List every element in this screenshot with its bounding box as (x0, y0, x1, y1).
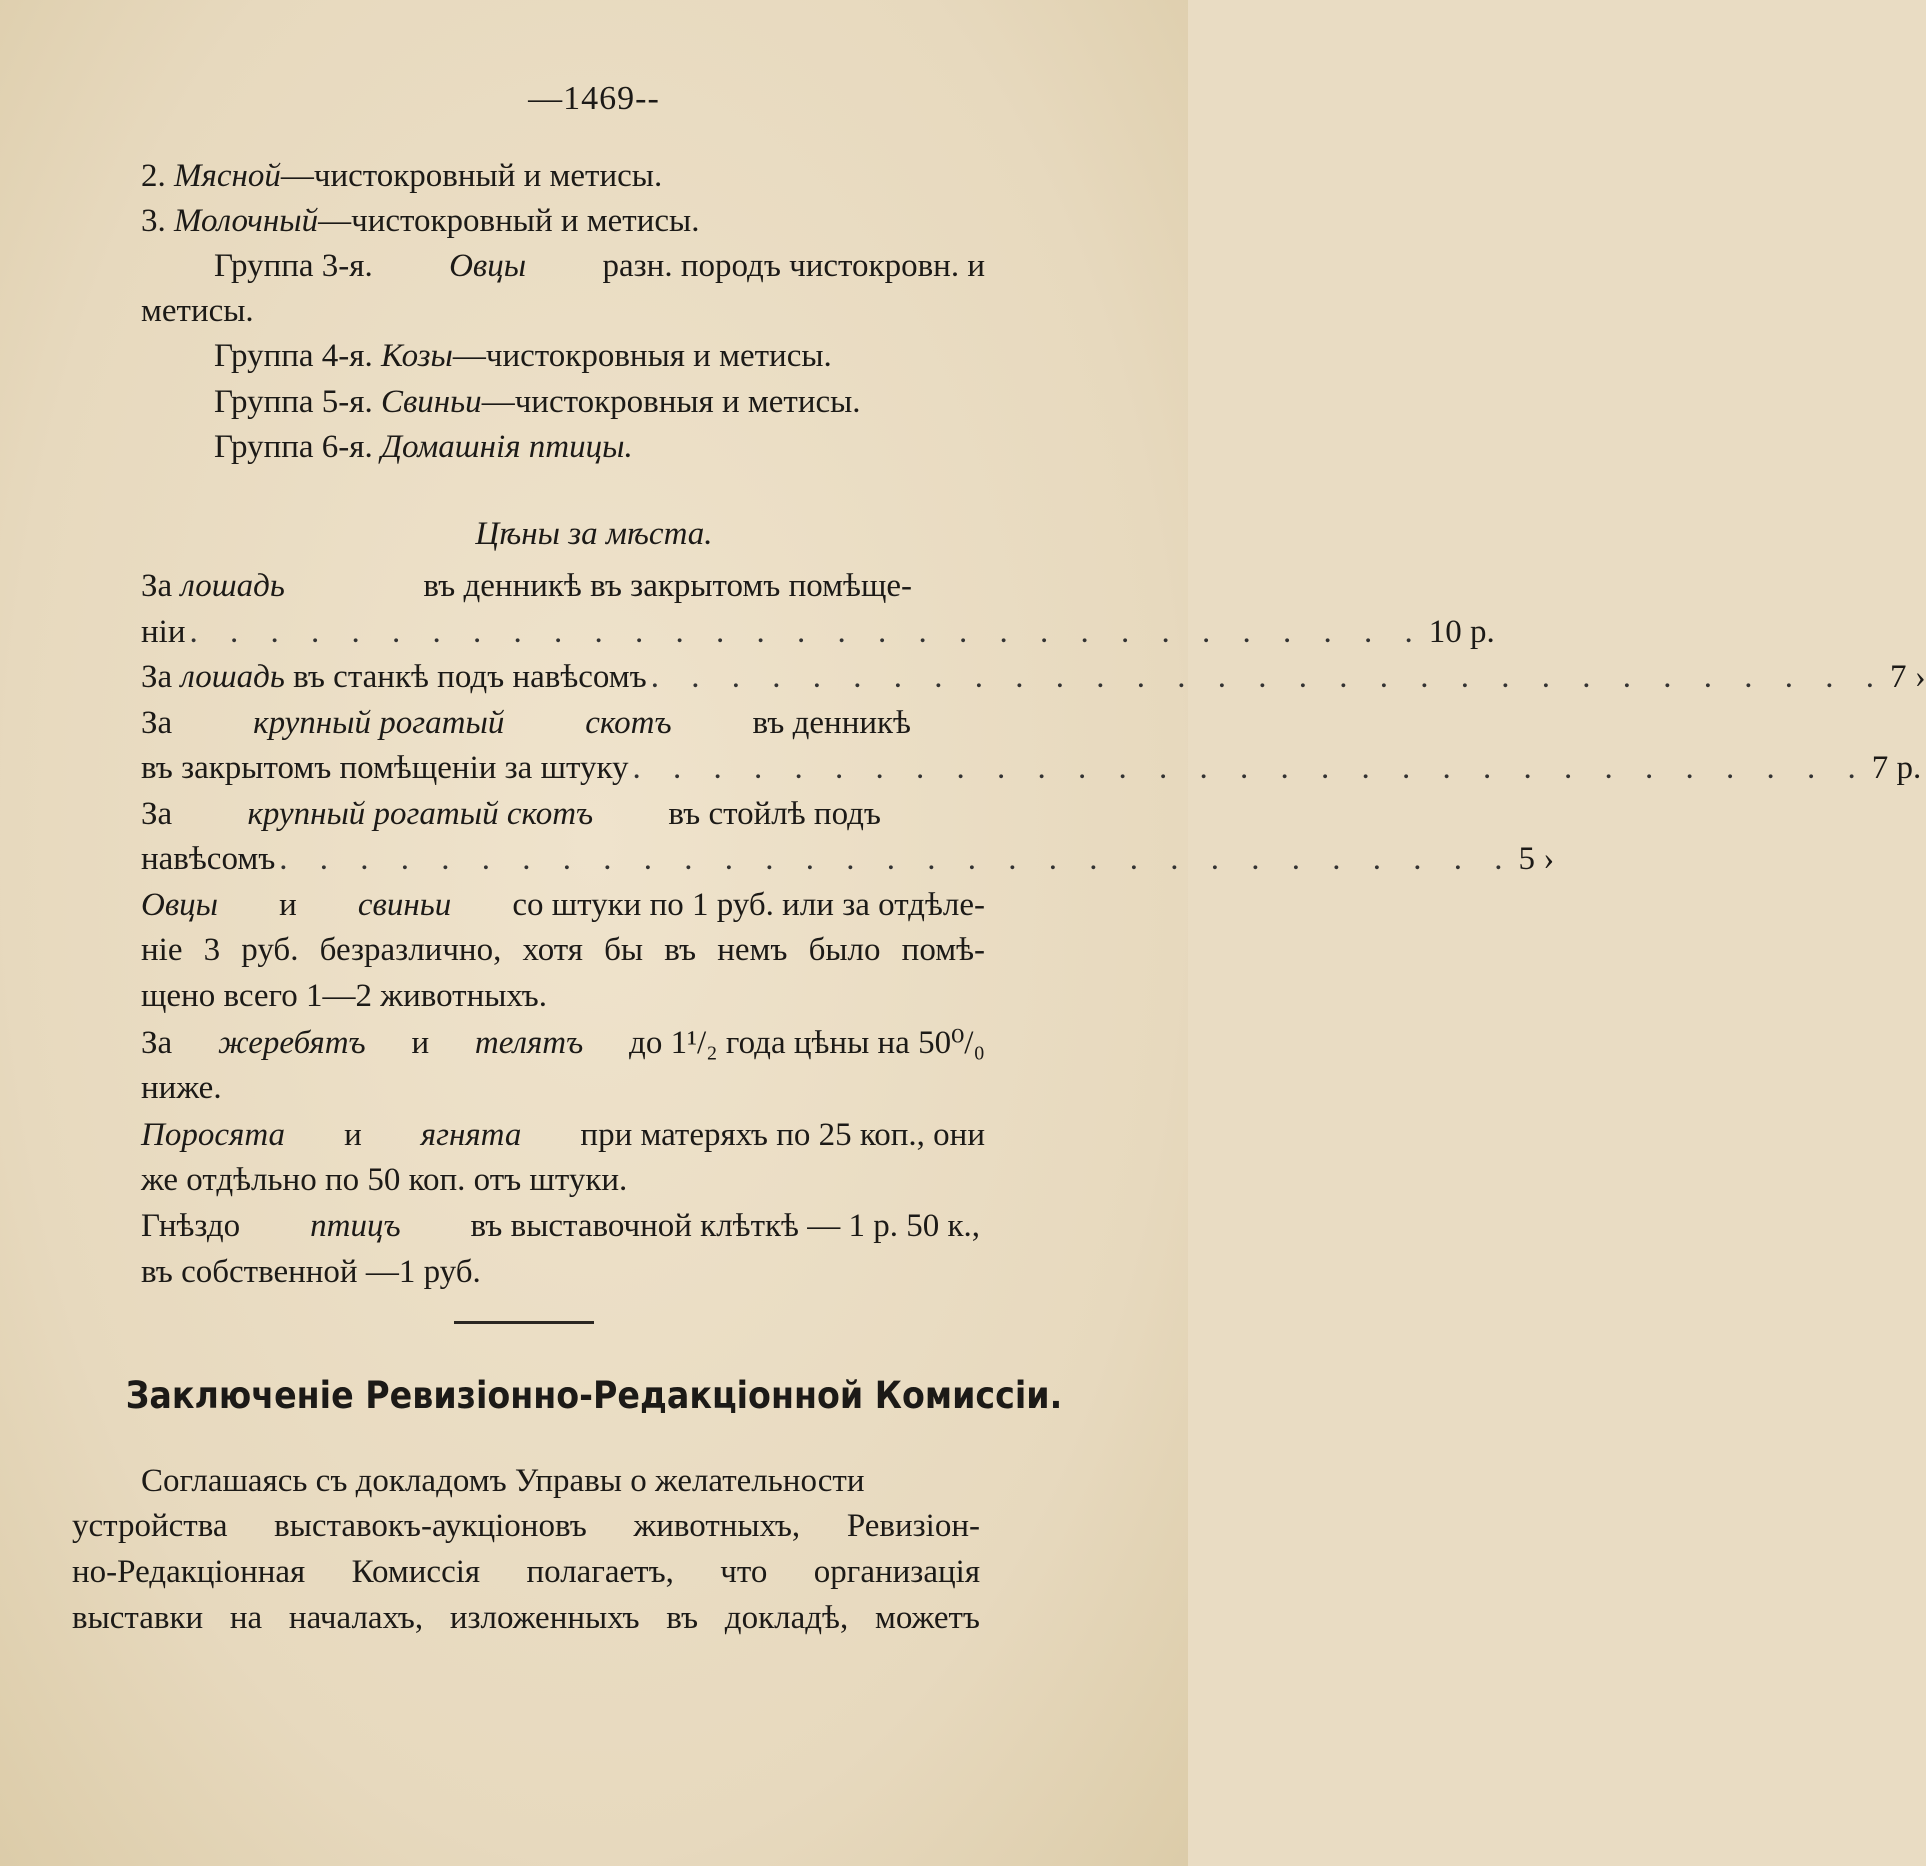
group-label: Козы (380, 338, 453, 374)
foals-calves-line-1: За жеребятъ и телятъ до 1¹/₂ года цѣны на 50⁰/₀ (141, 1025, 985, 1061)
item-label: Молочный (174, 203, 319, 239)
piglets-line-1: Поросята и ягнята при матеряхъ по 25 коп., они (141, 1117, 985, 1153)
price-value: 10 р. (1428, 614, 1495, 650)
conclusion-line-3: но-Редакціонная Комиссія полагаетъ, что организація (72, 1554, 980, 1590)
conclusion-line-4: выставки на началахъ, изложенныхъ въ докладѣ, можетъ (72, 1600, 980, 1636)
group-3-line-2: метисы. (141, 293, 254, 329)
item-number: 2. (141, 158, 166, 194)
group-label: Овцы (449, 248, 527, 284)
conclusion-line-2: устройства выставокъ-аукціоновъ животныхъ, Ревизіон- (72, 1508, 980, 1544)
nest-line-1: Гнѣздо птицъ въ выставочной клѣткѣ — 1 р. 50 к., (141, 1208, 980, 1244)
group-prefix: Группа 6-я. (214, 429, 373, 465)
price-cattle-stall-line-1: За крупный рогатый скотъ въ денникѣ (141, 705, 911, 741)
sheep-pigs-line-1: Овцы и свиньи со штуки по 1 руб. или за отдѣле- (141, 887, 985, 923)
section-heading: Заключеніе Ревизіонно-Редакціонной Комиссіи. (125, 1374, 1063, 1417)
conclusion-line-1: Соглашаясь съ докладомъ Управы о желательности (141, 1463, 865, 1499)
price-horse-shed: За лошадь въ станкѣ подъ навѣсомъ . . . . . . . . . . . . . . . . . . . . . . . . . . . . . . . 7 › (141, 655, 985, 699)
group-prefix: Группа 4-я. (214, 338, 373, 374)
prices-heading: Цѣны за мѣста. (475, 516, 713, 552)
group-4 (214, 334, 832, 378)
sheep-pigs-line-2: ніе 3 руб. безразлично, хотя бы въ немъ было помѣ- (141, 932, 985, 968)
livestock-item-dairy (141, 199, 699, 243)
price-cattle-stall-line-2: въ закрытомъ помѣщеніи за штуку . . . . . . . . . . . . . . . . . . . . . . . . . . . . . . . 7 р. (141, 746, 985, 790)
group-3-line-1 (214, 244, 985, 288)
foals-calves-line-2: ниже. (141, 1070, 222, 1106)
group-label: Свиньи (380, 384, 482, 420)
price-cattle-shed-line-2: навѣсомъ . . . . . . . . . . . . . . . . . . . . . . . . . . . . . . . 5 › (141, 837, 985, 881)
price-value: 5 › (1518, 841, 1555, 877)
group-rest: разн. породъ чистокровн. и (602, 248, 985, 284)
price-cattle-shed-line-1: За крупный рогатый скотъ въ стойлѣ подъ (141, 796, 881, 832)
item-number: 3. (141, 203, 166, 239)
sheep-pigs-line-3: щено всего 1—2 животныхъ. (141, 978, 547, 1014)
nest-line-2: въ собственной —1 руб. (141, 1254, 481, 1290)
item-rest: —чистокровный и метисы. (280, 158, 663, 194)
price-horse-stall-line-1: За лошадь въ денникѣ въ закрытомъ помѣще- (141, 568, 912, 604)
group-5 (214, 380, 861, 424)
group-label: Домашнія птицы. (380, 429, 633, 465)
group-prefix: Группа 3-я. (214, 248, 373, 284)
group-rest: —чистокровныя и метисы. (452, 338, 832, 374)
section-divider (454, 1321, 594, 1324)
livestock-item-meat (141, 154, 662, 198)
item-label: Мясной (174, 158, 281, 194)
group-6 (214, 425, 633, 469)
price-horse-stall-line-2: ніи . . . . . . . . . . . . . . . . . . . . . . . . . . . . . . . 10 р. (141, 610, 985, 654)
group-rest: —чистокровныя и метисы. (481, 384, 861, 420)
item-rest: —чистокровный и метисы. (318, 203, 700, 239)
page-number: —1469-- (528, 80, 660, 117)
price-value: 7 › (1890, 659, 1926, 695)
piglets-line-2: же отдѣльно по 50 коп. отъ штуки. (141, 1162, 628, 1198)
price-value: 7 р. (1871, 750, 1922, 786)
group-prefix: Группа 5-я. (214, 384, 373, 420)
